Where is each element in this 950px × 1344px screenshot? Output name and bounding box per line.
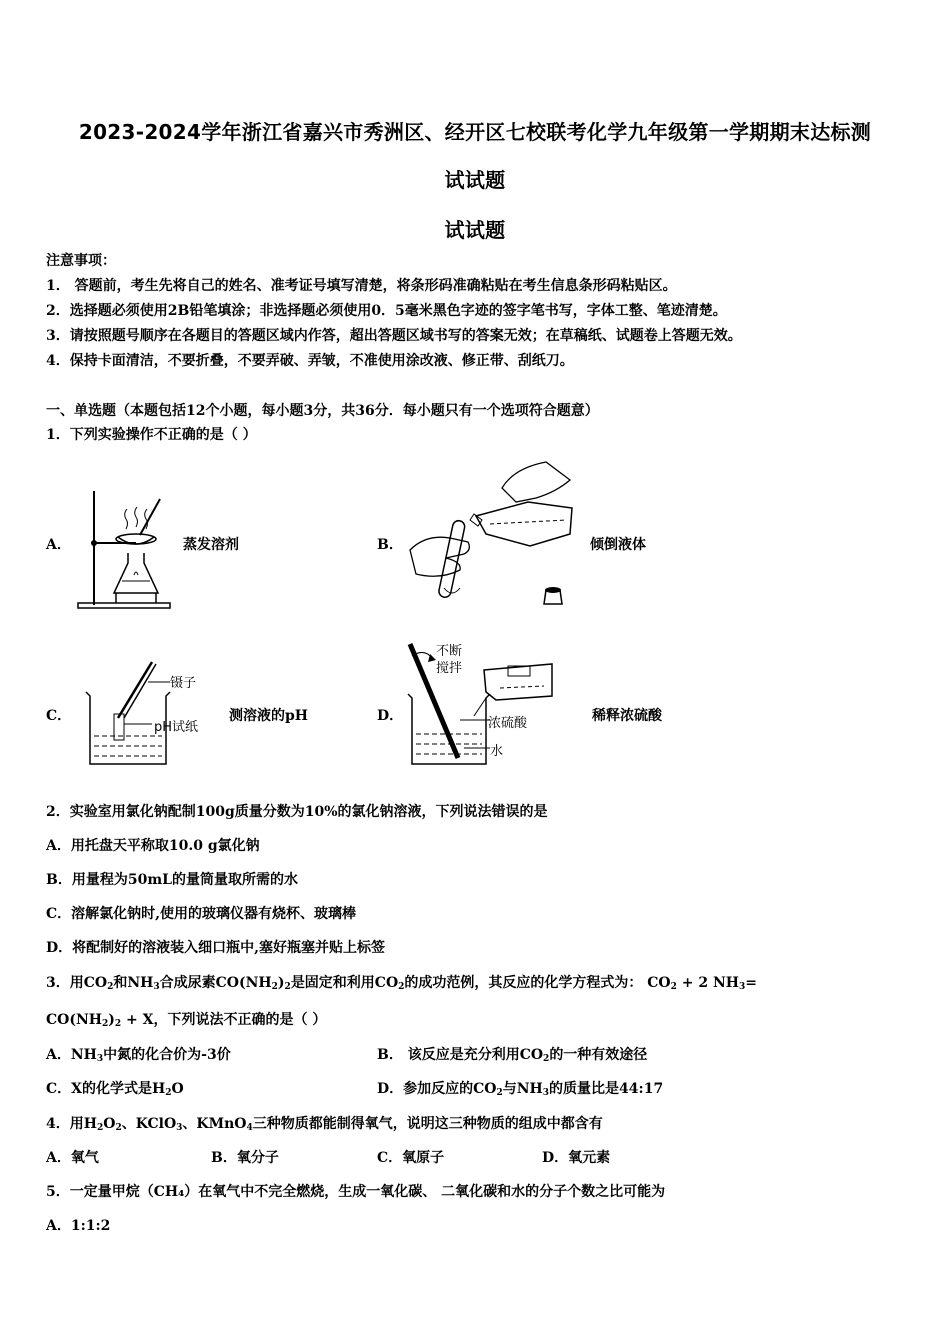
q4-option-d: D．氧元素 bbox=[542, 1150, 611, 1166]
q1-option-d-letter: D． bbox=[377, 708, 404, 724]
q3-stem-line1: 3．用$CO_2$和$NH_3$合成尿素$CO(NH_2)_2$是固定和利用$CO_2$的成功范例，其反应的化学方程式为： $CO_2 + 2$ $NH_3=$ bbox=[46, 975, 758, 992]
q1-option-c-letter: C． bbox=[46, 708, 72, 724]
stir-label-line2: 搅拌 bbox=[436, 661, 463, 676]
q4-stem: 4．用$H_2O_2$、KClO$_3$、KMnO$_4$三种物质都能制得氧气，说明这三种物质的组成中都含有 bbox=[46, 1116, 603, 1133]
q2-option-a: A．用托盘天平称取10.0 g氯化钠 bbox=[46, 838, 260, 854]
ph-paper-label: pH试纸 bbox=[154, 720, 199, 735]
q2-stem: 2．实验室用氯化钠配制100g质量分数为10%的氯化钠溶液，下列说法错误的是 bbox=[46, 804, 548, 820]
q5-stem: 5．一定量甲烷（CH₄）在氧气中不完全燃烧，生成一氧化碳、 二氧化碳和水的分子个数之比可能为 bbox=[46, 1184, 666, 1200]
q3-option-a: A．$NH_3$中氮的化合价为-3价 bbox=[46, 1047, 231, 1064]
q1-option-a-letter: A． bbox=[46, 537, 71, 553]
q2-option-d: D．将配制好的溶液装入细口瓶中,塞好瓶塞并贴上标签 bbox=[46, 940, 386, 956]
notice-item-3: 3．请按照题号顺序在各题目的答题区域内作答，超出答题区域书写的答案无效；在草稿纸、试题卷上答题无效。 bbox=[46, 328, 742, 344]
q1-option-b-text: 倾倒液体 bbox=[590, 537, 646, 553]
evaporation-apparatus-figure bbox=[74, 487, 174, 611]
q5-option-a: A．1:1:2 bbox=[46, 1218, 111, 1234]
q3-stem-line2: $CO(NH_2)_2 + X$，下列说法不正确的是（ ） bbox=[46, 1012, 327, 1029]
pouring-liquid-figure bbox=[406, 458, 578, 610]
q3-option-d: D．参加反应的$CO_2$与$NH_3$的质量比是44:17 bbox=[377, 1081, 664, 1098]
q1-option-d-text: 稀释浓硫酸 bbox=[592, 708, 662, 724]
q4-option-c: C．氧原子 bbox=[377, 1150, 445, 1166]
q1-option-a-text: 蒸发溶剂 bbox=[183, 537, 239, 553]
notice-heading: 注意事项： bbox=[46, 253, 116, 269]
page-title: 2023-2024学年浙江省嘉兴市秀洲区、经开区七校联考化学九年级第一学期期末达标测 bbox=[78, 120, 872, 144]
q1-option-c-text: 测溶液的pH bbox=[229, 708, 309, 724]
q1-option-b-letter: B． bbox=[377, 537, 403, 553]
stir-label-line1: 不断 bbox=[436, 644, 463, 659]
q3-option-c: C．X的化学式是$H_2O$ bbox=[46, 1081, 184, 1098]
q4-option-a: A．氧气 bbox=[46, 1150, 99, 1166]
tweezers-label: 镊子 bbox=[170, 676, 197, 691]
q2-option-c: C．溶解氯化钠时,使用的玻璃仪器有烧杯、玻璃棒 bbox=[46, 906, 357, 922]
page-title-line2: 试试题 bbox=[444, 168, 506, 192]
q1-stem: 1．下列实验操作不正确的是（ ） bbox=[46, 427, 257, 443]
notice-item-4: 4．保持卡面清洁，不要折叠，不要弄破、弄皱，不准使用涂改液、修正带、刮纸刀。 bbox=[46, 353, 574, 369]
section-heading: 一、单选题（本题包括12个小题，每小题3分，共36分．每小题只有一个选项符合题意） bbox=[46, 403, 599, 419]
q3-option-b: B． 该反应是充分利用$CO_2$的一种有效途径 bbox=[377, 1047, 648, 1064]
q2-option-b: B．用量程为50mL的量筒量取所需的水 bbox=[46, 872, 298, 888]
notice-item-1: 1． 答题前，考生先将自己的姓名、准考证号填写清楚，将条形码准确粘贴在考生信息条形码粘贴区。 bbox=[46, 278, 677, 294]
notice-item-2: 2．选择题必须使用2B铅笔填涂；非选择题必须使用0．5毫米黑色字迹的签字笔书写，字体工整、笔迹清楚。 bbox=[46, 303, 727, 319]
water-label: 水 bbox=[490, 744, 504, 759]
page-subtitle: 试试题 bbox=[444, 218, 506, 242]
q4-option-b: B．氧分子 bbox=[211, 1150, 279, 1166]
conc-acid-label: 浓硫酸 bbox=[488, 716, 528, 731]
